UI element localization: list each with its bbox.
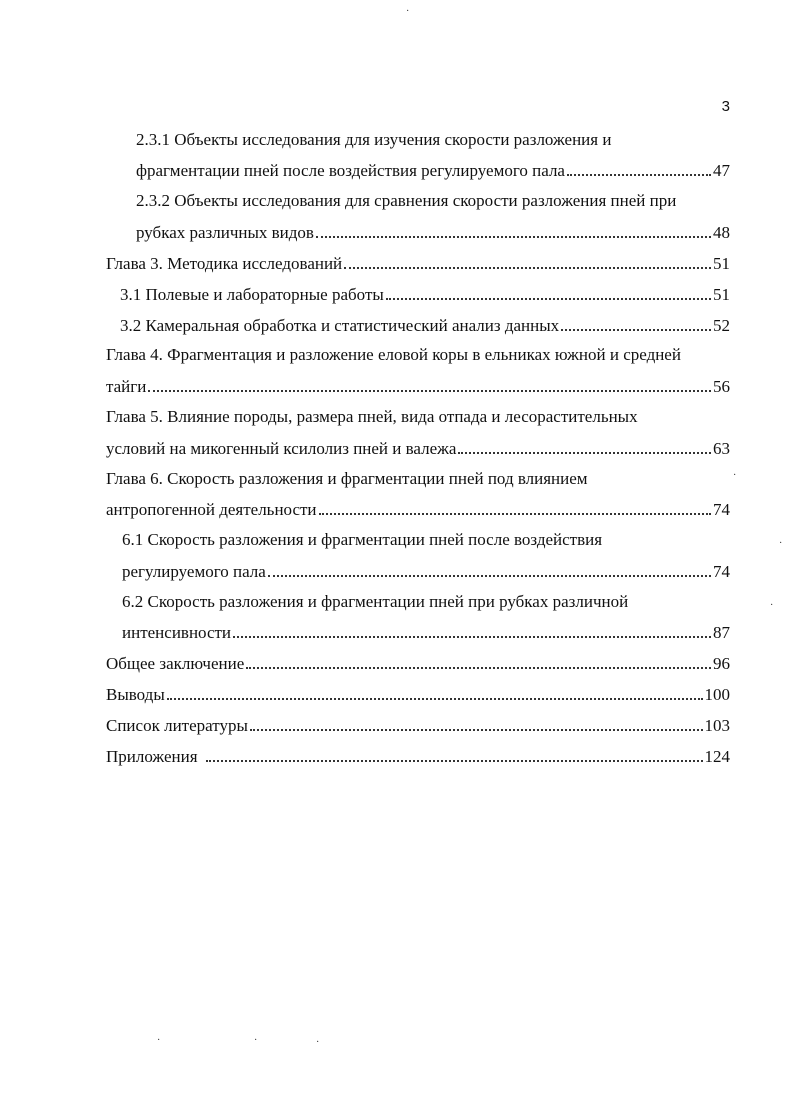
toc-entry-2-3-2-line1: 2.3.2 Объекты исследования для сравнения скорости разложения пней при: [136, 191, 677, 210]
toc-entry-2-3-2: [136, 222, 730, 243]
toc-entry-page: 87: [713, 623, 730, 642]
toc-entry-page: 74: [713, 500, 730, 519]
toc-entry-findings: [106, 684, 730, 705]
leader-dots: [268, 561, 711, 577]
leader-dots: [567, 160, 711, 176]
toc-entry-6-1-line1: 6.1 Скорость разложения и фрагментации пней после воздействия: [122, 530, 603, 549]
toc-entry-title: 3.1 Полевые и лабораторные работы: [120, 285, 384, 304]
leader-dots: [386, 284, 711, 300]
toc-entry-chapter-4: [106, 376, 730, 397]
toc-entry-page: 47: [713, 161, 730, 180]
leader-dots: [206, 746, 703, 762]
toc-entry-chapter-6-line1: Глава 6. Скорость разложения и фрагментации пней под влиянием: [106, 469, 588, 488]
toc-entry-chapter-5-line1: Глава 5. Влияние породы, размера пней, вида отпада и лесорастительных: [106, 407, 638, 426]
toc-entry-chapter-4-line1: Глава 4. Фрагментация и разложение еловой коры в ельниках южной и средней: [106, 345, 681, 364]
toc-entry-title: Выводы: [106, 685, 165, 704]
toc-entry-title: Глава 3. Методика исследований: [106, 254, 343, 273]
toc-entry-page: 100: [704, 685, 730, 704]
toc-entry-title: антропогенной деятельности: [106, 500, 317, 519]
leader-dots: [233, 622, 711, 638]
toc-entry-page: 56: [713, 377, 730, 396]
toc-entry-conclusion: [106, 653, 730, 674]
leader-dots: [167, 684, 703, 700]
toc-entry-3-1: [120, 284, 730, 305]
toc-entry-page: 51: [713, 285, 730, 304]
toc-entry-chapter-6: [106, 499, 730, 520]
scan-speck: ·: [157, 1035, 161, 1046]
leader-dots: [458, 438, 711, 454]
leader-dots: [246, 653, 711, 669]
toc-entry-title: рубках различных видов: [136, 223, 314, 242]
toc-entry-6-2-line1: 6.2 Скорость разложения и фрагментации пней при рубках различной: [122, 592, 629, 611]
leader-dots: [561, 315, 711, 331]
leader-dots: [250, 715, 703, 731]
toc-entry-title: 3.2 Камеральная обработка и статистический анализ данных: [120, 316, 560, 335]
leader-dots: [344, 253, 711, 269]
toc-entry-6-1: [122, 561, 730, 582]
toc-entry-page: 48: [713, 223, 730, 242]
toc-entry-3-2: [120, 315, 730, 336]
scan-speck: ·: [254, 1035, 258, 1046]
toc-entry-appendices: [106, 746, 730, 767]
toc-entry-title: Приложения: [106, 747, 198, 766]
scan-speck: ·: [770, 600, 774, 611]
toc-entry-title: интенсивности: [122, 623, 232, 642]
toc-entry-page: 96: [713, 654, 730, 673]
toc-entry-2-3-1: [136, 160, 730, 181]
toc-entry-page: 63: [713, 439, 730, 458]
scan-speck: ·: [316, 1037, 320, 1048]
toc-entry-page: 124: [704, 747, 730, 766]
toc-entry-title: тайги: [106, 377, 147, 396]
toc-entry-title: условий на микогенный ксилолиз пней и валежа: [106, 439, 457, 458]
toc-entry-page: 51: [713, 254, 730, 273]
toc-entry-references: [106, 715, 730, 736]
leader-dots: [316, 222, 711, 238]
leader-dots: [319, 499, 711, 515]
scan-speck: ·: [779, 538, 783, 549]
toc-entry-page: 103: [704, 716, 730, 735]
toc-entry-page: 52: [713, 316, 730, 335]
toc-entry-chapter-3: [106, 253, 730, 274]
toc-entry-page: 74: [713, 562, 730, 581]
toc-entry-title: Общее заключение: [106, 654, 245, 673]
toc-entry-2-3-1-line1: 2.3.1 Объекты исследования для изучения скорости разложения и: [136, 130, 612, 149]
toc-entry-title: регулируемого пала: [122, 562, 266, 581]
toc-entry-chapter-5: [106, 438, 730, 459]
scan-speck: ·: [733, 470, 737, 481]
toc-entry-6-2: [122, 622, 730, 643]
leader-dots: [148, 376, 711, 392]
toc-entry-title: Список литературы: [106, 716, 248, 735]
scan-speck: ·: [406, 6, 410, 17]
toc-entry-title: фрагментации пней после воздействия регулируемого пала: [136, 161, 565, 180]
page-number: 3: [721, 98, 730, 115]
